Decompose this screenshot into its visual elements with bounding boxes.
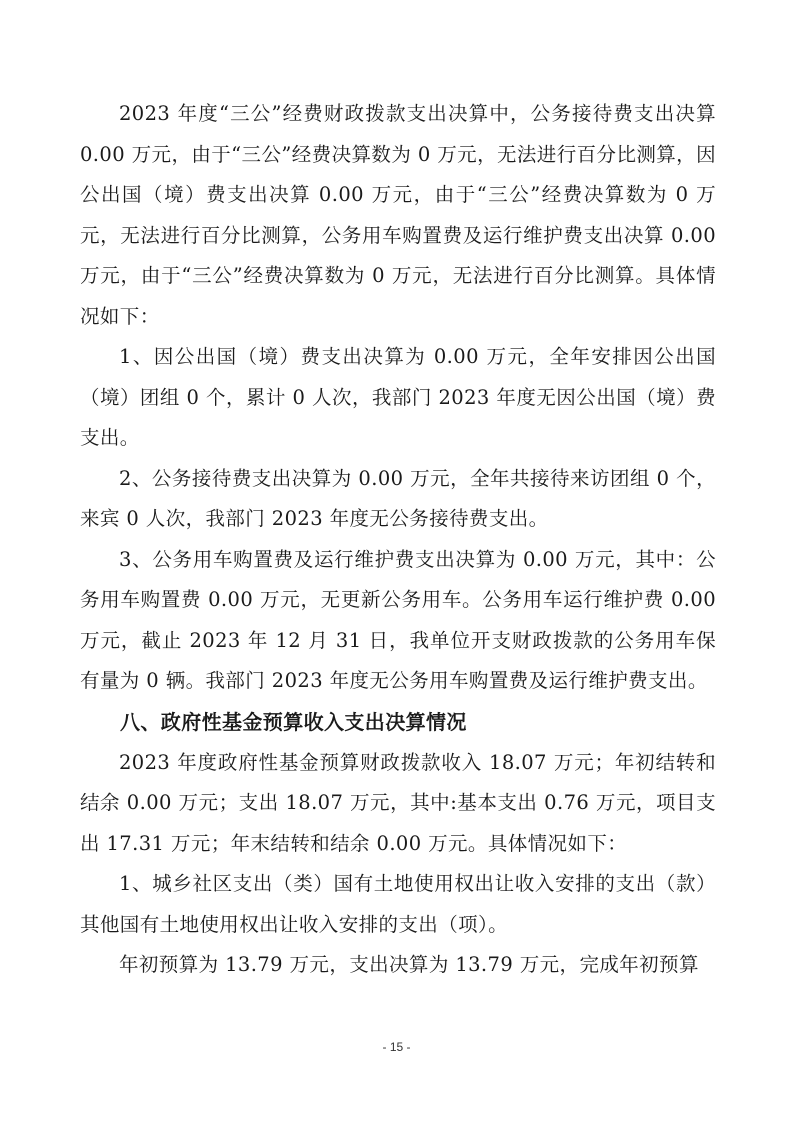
page-number: - 15 - bbox=[382, 1040, 411, 1054]
paragraph-official-reception: 2、公务接待费支出决算为 0.00 万元，全年共接待来访团组 0 个，来宾 0 人次，我部门 2023 年度无公务接待费支出。 bbox=[80, 466, 716, 530]
paragraph-initial-budget: 年初预算为 13.79 万元，支出决算为 13.79 万元，完成年初预算 bbox=[119, 953, 699, 976]
paragraph-three-public-summary: 2023 年度“三公”经费财政拨款支出决算中，公务接待费支出决算 0.00 万元，由于“三公”经费决算数为 0 万元，无法进行百分比测算，因公出国（境）费支出决算 0.00 万元，由于“三公”经费决算数为 0 万元，无法进行百分比测算，公务用车购置费及运行维护费支出决算 0.00 万元，由于“三公”经费决算数为 0 万元，无法进行百分比测算。具体情况如下： bbox=[80, 102, 716, 328]
paragraph-urban-rural-expenditure: 1、城乡社区支出（类）国有土地使用权出让收入安排的支出（款）其他国有土地使用权出让收入安排的支出（项）。 bbox=[80, 872, 716, 936]
paragraph-overseas-travel: 1、因公出国（境）费支出决算为 0.00 万元，全年安排因公出国（境）团组 0 个，累计 0 人次，我部门 2023 年度无因公出国（境）费支出。 bbox=[80, 345, 716, 449]
paragraph-official-vehicles: 3、公务用车购置费及运行维护费支出决算为 0.00 万元，其中：公务用车购置费 0.00 万元，无更新公务用车。公务用车运行维护费 0.00 万元，截止 2023 年 12 月 31 日，我单位开支财政拨款的公务用车保有量为 0 辆。我部门 2023 年度无公务用车购置费及运行维护费支出。 bbox=[80, 547, 716, 692]
document-page bbox=[80, 94, 716, 986]
paragraph-government-fund-summary: 2023 年度政府性基金预算财政拨款收入 18.07 万元；年初结转和结余 0.00 万元；支出 18.07 万元，其中:基本支出 0.76 万元，项目支出 17.31 万元；年末结转和结余 0.00 万元。具体情况如下： bbox=[80, 750, 716, 855]
section-heading-government-fund: 八、政府性基金预算收入支出决算情况 bbox=[120, 709, 467, 734]
